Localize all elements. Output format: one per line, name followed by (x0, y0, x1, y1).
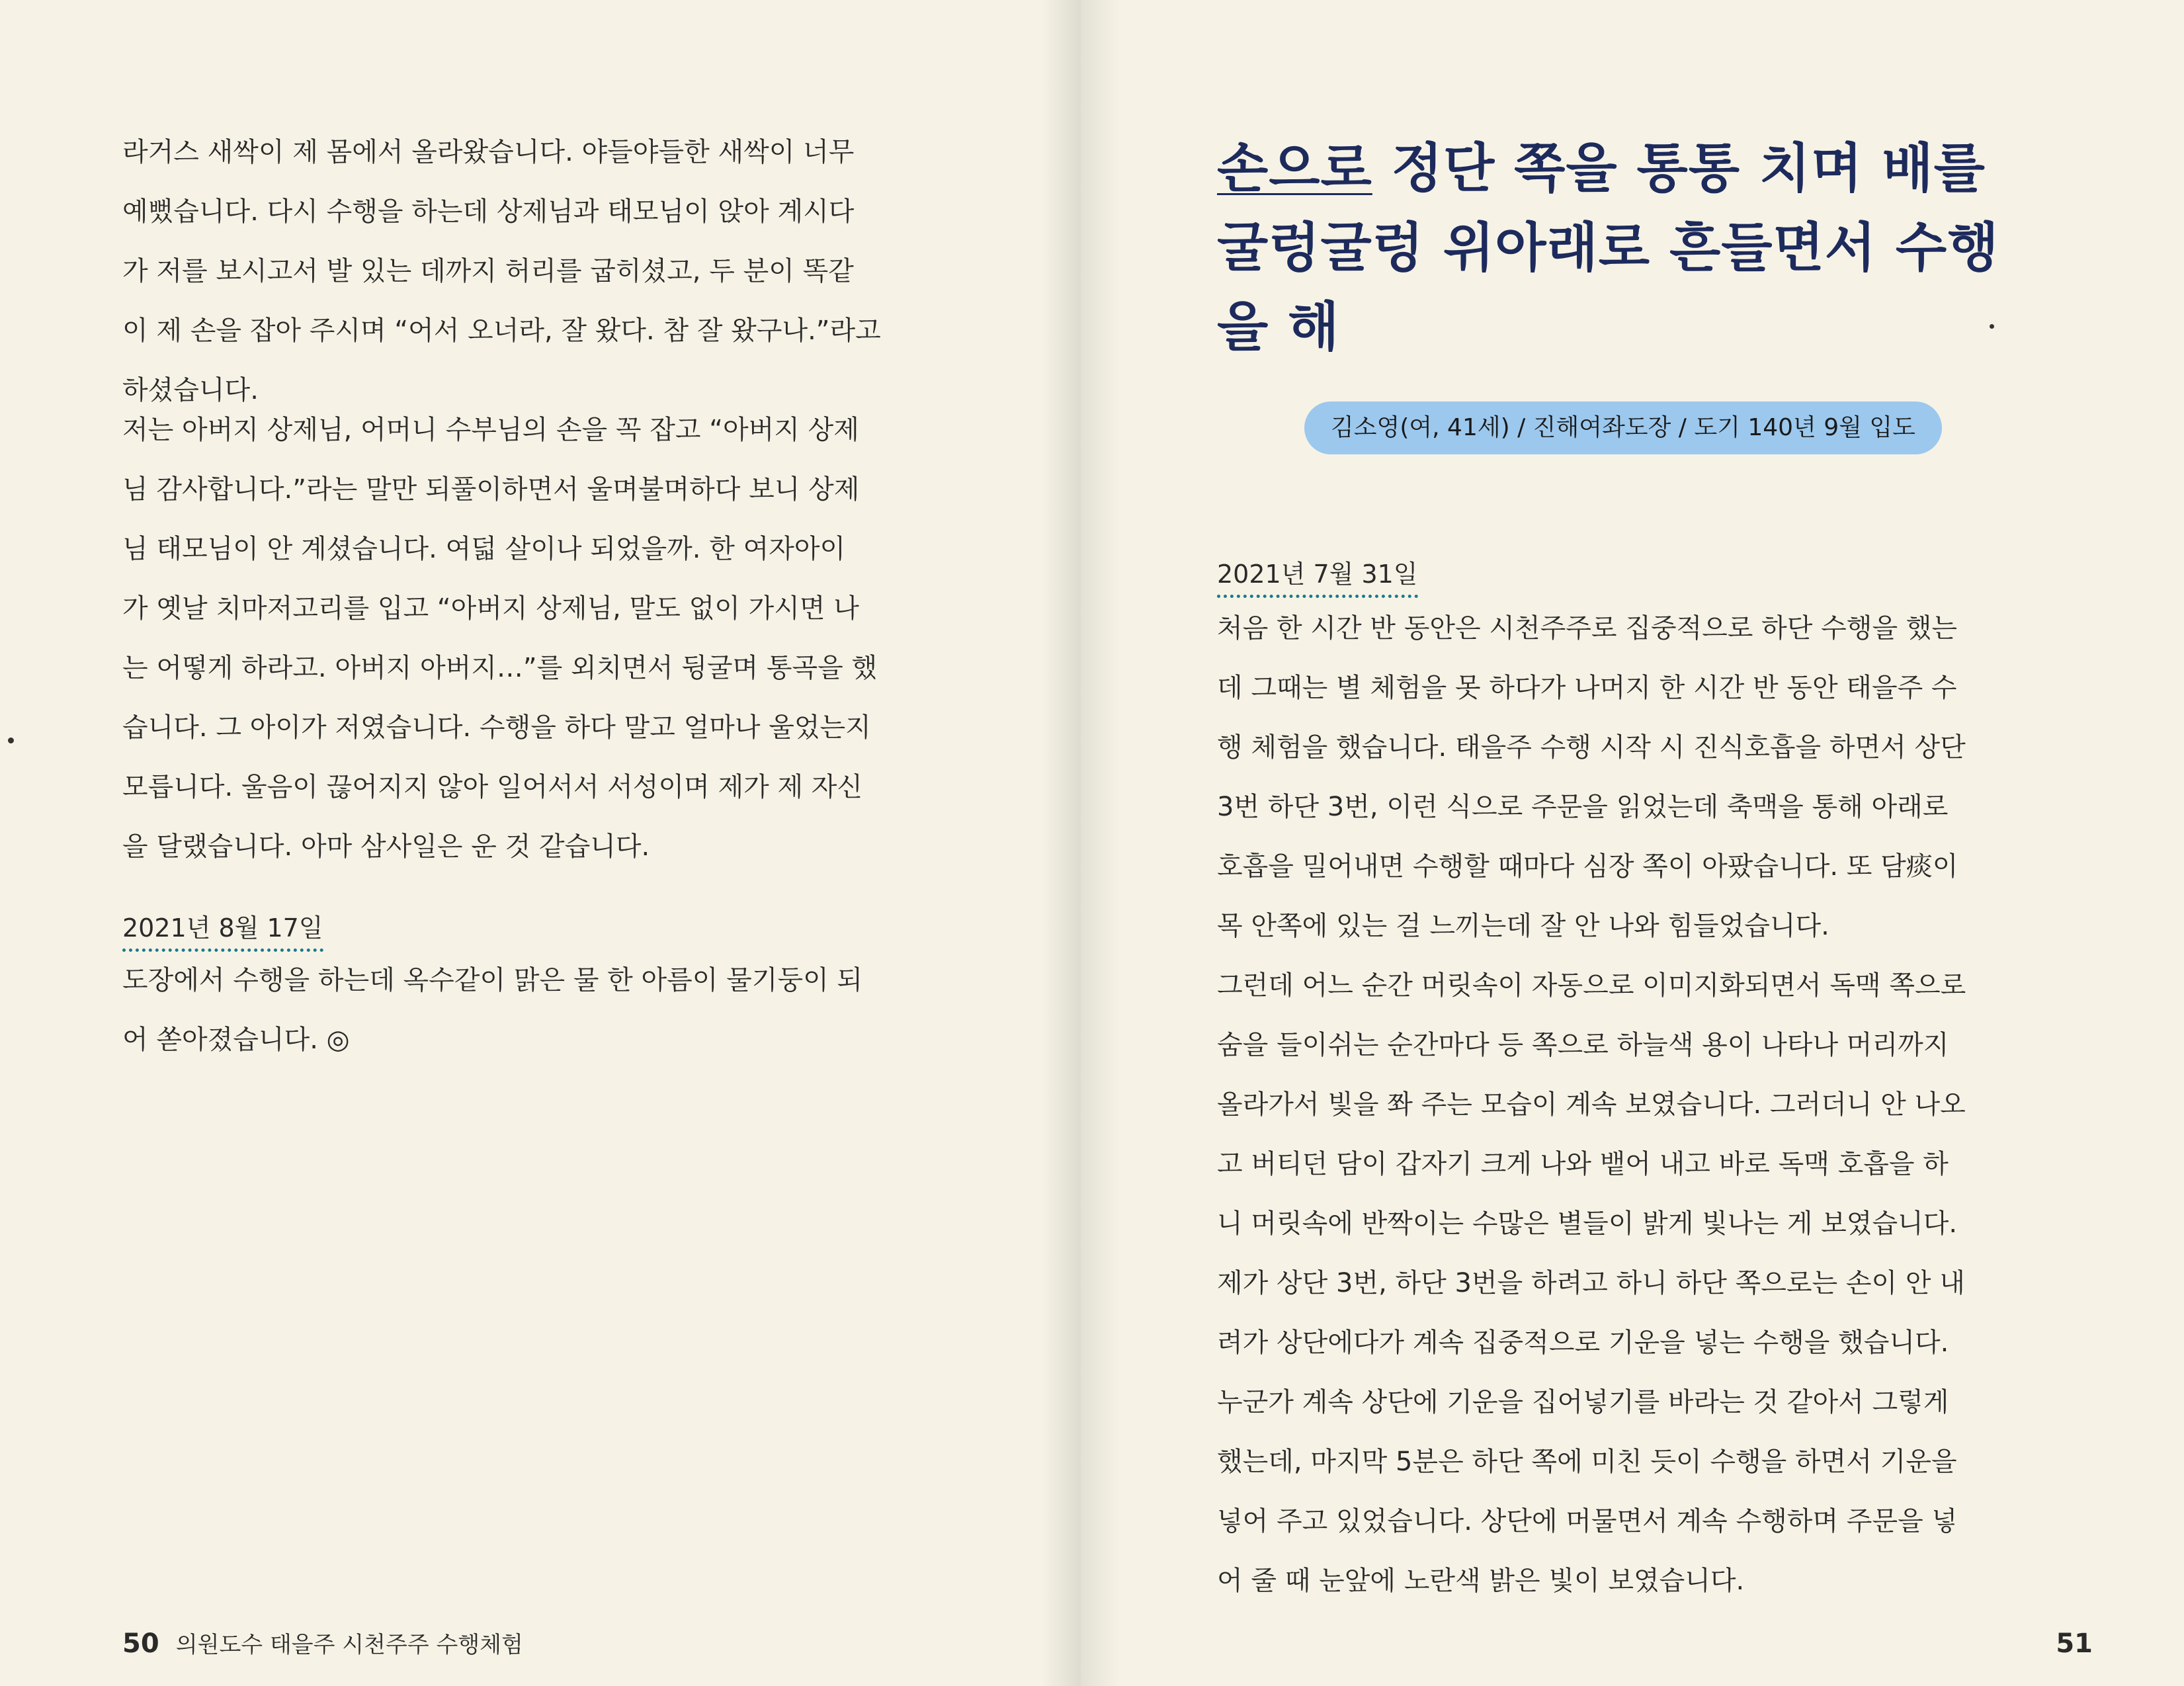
article-title (1217, 129, 2156, 367)
right-page (1081, 0, 2184, 1686)
author-badge: 김소영(여, 41세) / 진해여좌도장 / 도기 140년 9월 입도 (1304, 401, 1942, 454)
left-page (0, 0, 1081, 1686)
running-title: 의원도수 태을주 시천주주 수행체험 (175, 1632, 523, 1658)
entry-date: 2021년 8월 17일 (122, 911, 323, 952)
right-folio (2013, 1624, 2093, 1669)
paper-speck (1990, 324, 1994, 329)
article-title-rest: 정단 쪽을 통통 치며 배를 굴렁굴렁 위아래로 흔들면서 수행 을 해 (1217, 138, 1999, 358)
left-paragraph-2: 저는 아버지 상제님, 어머니 수부님의 손을 꼭 잡고 “아버지 상제 님 감사합니다.”라는 말만 되풀이하면서 울며불며하다 보니 상제 님 태모님이 안 계셨습니다. 여덟 살이나 되었을까. 한 여자아이 가 옛날 치마저고리를 입고 “아버지 상제님, 말도 없이 가시면 나 는 어떻게 하라고. 아버지 아버지…”를 외치면서 뒹굴며 통곡을 했 습니다. 그 아이가 저였습니다. 수행을 하다 말고 얼마나 울었는지 모릅니다. 울음이 끊어지지 않아 일어서서 서성이며 제가 제 자신 을 달랬습니다. 아마 삼사일은 운 것 같습니다. (122, 415, 878, 862)
article-title-underlined: 손으로 (1217, 138, 1372, 199)
right-paragraph-3: 제가 상단 3번, 하단 3번을 하려고 하니 하단 쪽으로는 손이 안 내 려가 상단에다가 계속 집중적으로 기운을 넣는 수행을 했습니다. 누군가 계속 상단에 기운을 집어넣기를 바라는 것 같아서 그렇게 했는데, 마지막 5분은 하단 쪽에 미친 듯이 수행을 하면서 기운을 넣어 주고 있었습니다. 상단에 머물면서 계속 수행하며 주문을 넣 어 줄 때 눈앞에 노란색 밝은 빛이 보였습니다. (1217, 1268, 1965, 1596)
page-number: 51 (2056, 1628, 2093, 1659)
page-number: 50 (122, 1628, 159, 1659)
left-folio (122, 1624, 523, 1669)
left-paragraph-1: 라거스 새싹이 제 몸에서 올라왔습니다. 야들야들한 새싹이 너무 예뻤습니다. 다시 수행을 하는데 상제님과 태모님이 앉아 계시다 가 저를 보시고서 발 있는 데까지 허리를 굽히셨고, 두 분이 똑같 이 제 손을 잡아 주시며 “어서 오너라, 잘 왔다. 참 잘 왔구나.”라고 하셨습니다. (122, 137, 881, 405)
entry-date: 2021년 7월 31일 (1217, 558, 1418, 598)
right-paragraph-2: 그런데 어느 순간 머릿속이 자동으로 이미지화되면서 독맥 쪽으로 숨을 들이쉬는 순간마다 등 쪽으로 하늘색 용이 나타나 머리까지 올라가서 빛을 쫘 주는 모습이 계속 보였습니다. 그러더니 안 나오 고 버티던 담이 갑자기 크게 나와 뱉어 내고 바로 독맥 호흡을 하 니 머릿속에 반짝이는 수많은 별들이 밝게 빛나는 게 보였습니다. (1217, 970, 1966, 1239)
left-entry-text: 도장에서 수행을 하는데 옥수같이 맑은 물 한 아름이 물기둥이 되 어 쏟아졌습니다. ◎ (122, 965, 863, 1055)
right-paragraph-1: 처음 한 시간 반 동안은 시천주주로 집중적으로 하단 수행을 했는 데 그때는 별 체험을 못 하다가 나머지 한 시간 반 동안 태을주 수 행 체험을 했습니다. 태을주 수행 시작 시 진식호흡을 하면서 상단 3번 하단 3번, 이런 식으로 주문을 읽었는데 축맥을 통해 아래로 호흡을 밀어내면 수행할 때마다 심장 쪽이 아팠습니다. 또 담痰이 목 안쪽에 있는 걸 느끼는데 잘 안 나와 힘들었습니다. (1217, 613, 1966, 941)
paper-speck (8, 738, 14, 743)
